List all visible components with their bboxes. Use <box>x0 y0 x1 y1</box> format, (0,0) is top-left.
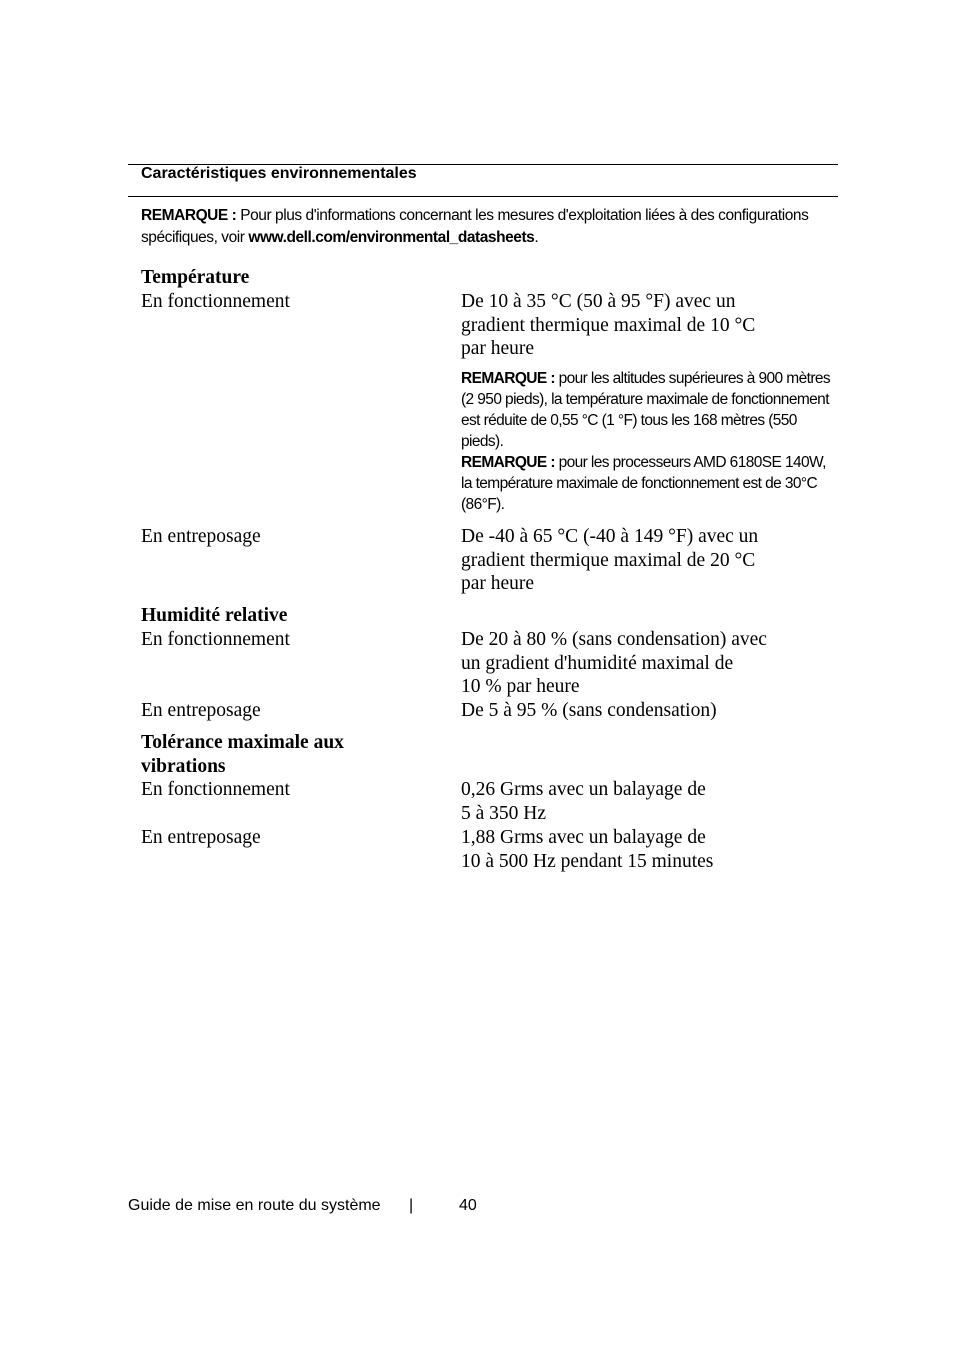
value-line: gradient thermique maximal de 20 °C <box>461 549 756 571</box>
footer-title: Guide de mise en route du système <box>128 1197 381 1214</box>
value-line: un gradient d'humidité maximal de <box>461 652 734 674</box>
heading-line: Tolérance maximale aux <box>141 732 344 753</box>
altitude-note <box>461 368 833 452</box>
humidity-operating-value <box>461 628 767 699</box>
vibration-storage-value <box>461 826 713 873</box>
humidity-storage-value <box>461 699 717 723</box>
value-line: 10 à 500 Hz pendant 15 minutes <box>461 850 714 872</box>
value-line: De 10 à 35 °C (50 à 95 °F) avec un <box>461 291 736 312</box>
humidity-operating-label: En fonctionnement <box>141 629 290 650</box>
vibration-operating-label: En fonctionnement <box>141 779 290 800</box>
temperature-heading: Température <box>141 267 250 288</box>
value-line: 1,88 Grms avec un balayage de <box>461 827 706 848</box>
value-line: De 5 à 95 % (sans condensation) <box>461 700 717 721</box>
value-line: De -40 à 65 °C (-40 à 149 °F) avec un <box>461 526 759 547</box>
top-note-label: REMARQUE : <box>141 207 237 224</box>
amd-note <box>461 452 833 515</box>
title-rule <box>128 196 838 197</box>
note-text: pour les processeurs AMD 6180SE 140W, la température maximale de fonctionnement est de 30°C (86°F). <box>461 454 826 513</box>
value-line: 0,26 Grms avec un balayage de <box>461 779 706 800</box>
value-line: 5 à 350 Hz <box>461 802 547 824</box>
page-number: 40 <box>459 1197 477 1214</box>
temperature-storage-label: En entreposage <box>141 526 261 547</box>
temperature-operating-value <box>461 290 755 361</box>
top-note-text: Pour plus d'informations concernant les mesures d'exploitation liées à des configurations spécifiques, voir <box>141 207 809 246</box>
humidity-storage-label: En entreposage <box>141 700 261 721</box>
temperature-storage-value <box>461 525 758 596</box>
top-note-end: . <box>534 229 539 246</box>
vibration-heading <box>141 731 344 778</box>
note-label: REMARQUE : <box>461 370 555 387</box>
section-title: Caractéristiques environnementales <box>141 165 417 182</box>
footer-separator: | <box>409 1197 414 1214</box>
heading-line: vibrations <box>141 755 226 777</box>
top-note <box>141 205 831 249</box>
value-line: par heure <box>461 338 535 360</box>
temperature-operating-label: En fonctionnement <box>141 291 290 312</box>
temperature-notes <box>461 368 833 515</box>
value-line: gradient thermique maximal de 10 °C <box>461 314 756 336</box>
note-text: pour les altitudes supérieures à 900 mètres (2 950 pieds), la température maximale de fonctionnement est réduite de 0,55 °C (1 °F) tous les 168 mètres (550 pieds). <box>461 370 831 450</box>
humidity-heading: Humidité relative <box>141 605 288 626</box>
vibration-operating-value <box>461 778 706 825</box>
value-line: 10 % par heure <box>461 676 580 698</box>
value-line: par heure <box>461 573 535 595</box>
vibration-storage-label: En entreposage <box>141 827 261 848</box>
value-line: De 20 à 80 % (sans condensation) avec <box>461 629 767 650</box>
note-label: REMARQUE : <box>461 454 555 471</box>
datasheet-link[interactable]: www.dell.com/environmental_datasheets <box>248 229 535 246</box>
